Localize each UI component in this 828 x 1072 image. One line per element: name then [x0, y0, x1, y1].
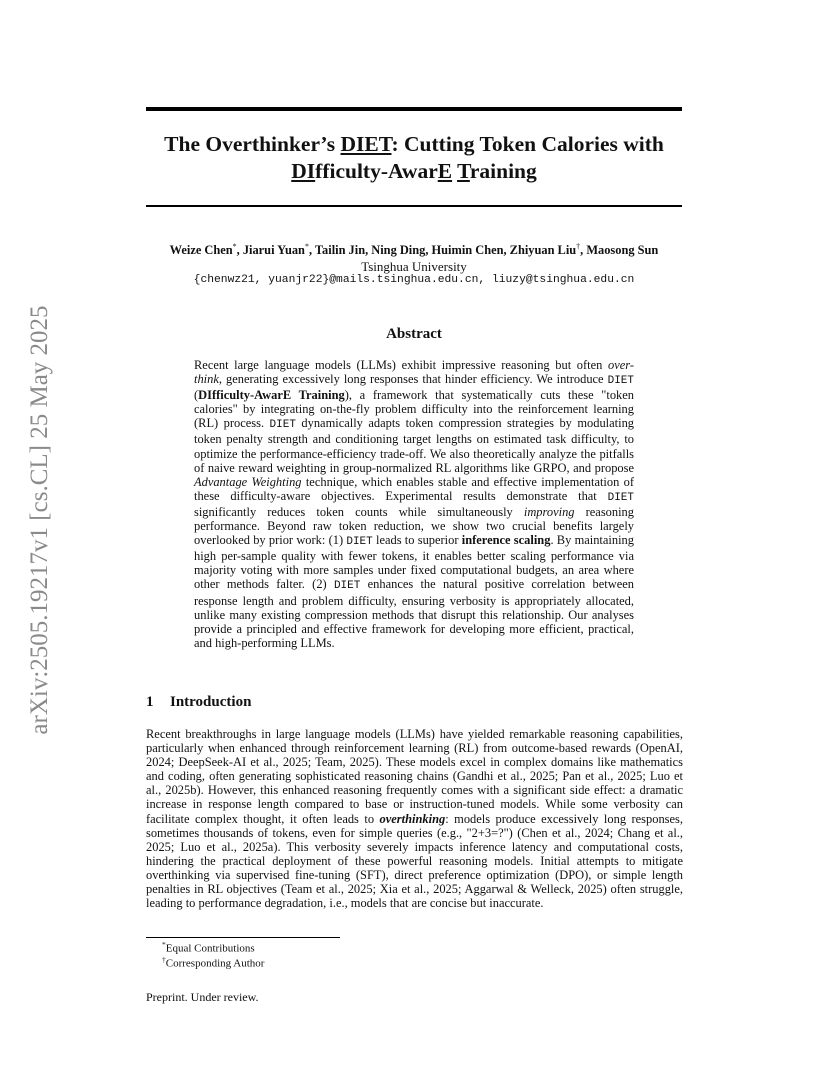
title-top-rule [146, 107, 682, 111]
title-bottom-rule [146, 205, 682, 207]
footnote-equal-contribution: *Equal Contributions [162, 940, 255, 955]
introduction-paragraph: Recent breakthroughs in large language models (LLMs) have yielded remarkable reasoning capabilities, particularly when enhanced through reinforcement learning (RL) from outcome-based rewards (OpenAI, 2024; DeepSeek-AI et al., 2025; Team, 2025). These models excel in complex domains like mathematics and coding, often generating sophisticated reasoning chains (Gandhi et al., 2025; Pan et al., 2025; Luo et al., 2025b). However, this enhanced reasoning frequently comes with a significant side effect: a dramatic increase in response length compared to base or instruction-tuned models. While some verbosity can facilitate complex thought, it often leads to overthinking: models produce excessively long responses, sometimes thousands of tokens, even for simple queries (e.g., "2+3=?") (Chen et al., 2024; Chang et al., 2025; Luo et al., 2025a). This verbosity severely impacts inference latency and computational costs, hindering the practical deployment of these powerful reasoning models. Initial attempts to mitigate overthinking via supervised fine-tuning (SFT), direct preference optimization (DPO), or simple length penalties in RL objectives (Team et al., 2025; Xia et al., 2025; Aggarwal & Welleck, 2025) often struggle, leading to performance degradation, i.e., models that are concise but inaccurate. [146, 727, 683, 911]
author-emails: {chenwz21, yuanjr22}@mails.tsinghua.edu.cn, liuzy@tsinghua.edu.cn [193, 274, 635, 286]
preprint-notice: Preprint. Under review. [146, 990, 259, 1004]
affiliation: Tsinghua University [361, 259, 467, 274]
section-heading-introduction: 1 Introduction [146, 694, 252, 710]
paper-title: The Overthinker’s DIET: Cutting Token Calories with DIfficulty-AwarE Training [164, 132, 664, 183]
footnote-rule [146, 937, 340, 938]
author-list: Weize Chen*, Jiarui Yuan*, Tailin Jin, Ning Ding, Huimin Chen, Zhiyuan Liu†, Maosong Sun [169, 242, 659, 258]
arxiv-stamp: arXiv:2505.19217v1 [cs.CL] 25 May 2025 [26, 305, 53, 735]
abstract-body: Recent large language models (LLMs) exhibit impressive reasoning but often over-think, generating excessively long responses that hinder efficiency. We introduce DIET (DIfficulty-AwarE Training), a framework that systematically cuts these "token calories" by integrating on-the-fly problem difficulty into the reinforcement learning (RL) process. DIET dynamically adapts token compression strategies by modulating token penalty strength and conditioning target lengths on estimated task difficulty, to optimize the performance-efficiency trade-off. We also theoretically analyze the pitfalls of naive reward weighting in group-normalized RL algorithms like GRPO, and propose Advantage Weighting technique, which enables stable and effective implementation of these difficulty-aware objectives. Experimental results demonstrate that DIET significantly reduces token counts while simultaneously improving reasoning performance. Beyond raw token reduction, we show two crucial benefits largely overlooked by prior work: (1) DIET leads to superior inference scaling. By maintaining high per-sample quality with fewer tokens, it enables better scaling performance via majority voting with more samples under fixed computational budgets, an area where other methods falter. (2) DIET enhances the natural positive correlation between response length and problem difficulty, ensuring verbosity is appropriately allocated, unlike many existing compression methods that disrupt this relationship. Our analyses provide a principled and effective framework for developing more efficient, practical, and high-performing LLMs. [194, 358, 635, 650]
footnote-corresponding-author: †Corresponding Author [162, 955, 265, 970]
abstract-heading: Abstract [386, 326, 442, 342]
